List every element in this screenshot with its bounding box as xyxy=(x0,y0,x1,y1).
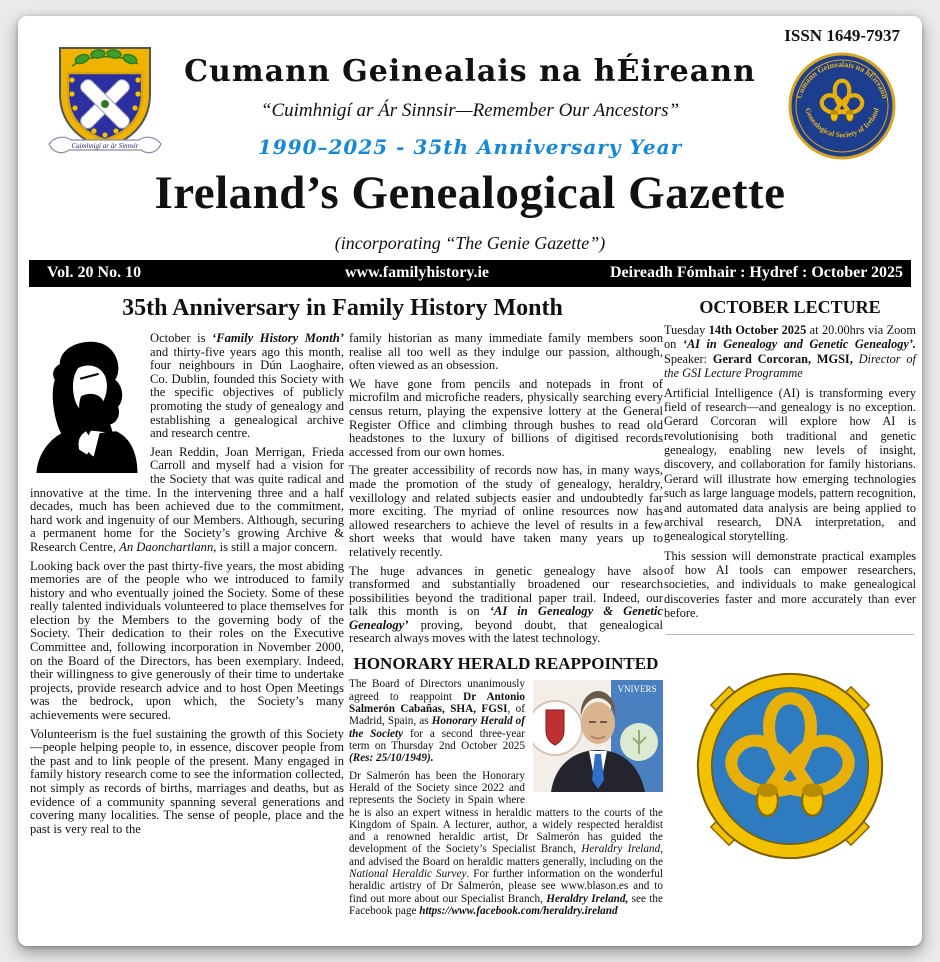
text-segment: October is xyxy=(150,331,212,345)
society-name: Cumann Geinealais na hÉireann xyxy=(184,54,756,89)
logo-text-bottom: Genealogical Society of Ireland xyxy=(803,106,881,140)
paragraph xyxy=(30,728,344,837)
lecture-column xyxy=(664,297,916,878)
text-segment: This session will demonstrate practical examples of how AI tools can empower researchers, societies, and individuals to make genealogical discoveries faster and more accurately than ever before. xyxy=(664,548,916,621)
text-segment: Honorary Herald of the Society xyxy=(349,715,525,740)
dr-salmeron-photo xyxy=(533,680,663,792)
article-column-2 xyxy=(349,332,663,922)
facebook-link[interactable]: https://www.facebook.com/heraldry.ireland xyxy=(419,905,618,918)
text-segment: . For further information on the wonderful heraldic artistry of Dr Salmerón, please see xyxy=(349,868,663,893)
page-subtitle: (incorporating “The Genie Gazette”) xyxy=(334,233,606,253)
paragraph xyxy=(30,560,344,723)
newsletter-page xyxy=(18,16,922,946)
paragraph xyxy=(664,386,916,544)
text-segment: Heraldry Ireland xyxy=(581,843,661,856)
blason-link[interactable]: www.blason.es xyxy=(560,880,629,893)
paragraph xyxy=(349,332,663,373)
text-segment: The Board of Directors unanimously agreed to reappoint xyxy=(349,678,525,703)
text-segment: 14th October 2025 xyxy=(708,323,807,338)
text-segment: Tuesday xyxy=(664,323,709,338)
main-headline: 35th Anniversary in Family History Month xyxy=(122,295,563,321)
honorary-herald-badge-icon xyxy=(681,657,899,875)
text-segment: for a second three-year term on Thursday 2nd October 2025 xyxy=(349,727,525,752)
founder-portrait-image xyxy=(30,335,140,473)
text-segment: We have gone from pencils and notepads in front of microfilm and microfiche readers, physically searching every census return, playing the expensive lottery at the General Register Office and climbing through bushes to read old headstones to the luxury of billions of digitised records accessed from our own homes. xyxy=(349,376,663,459)
society-motto: “Cuimhnigí ar Ár Sinnsir—Remember Our Ancestors” xyxy=(260,100,680,121)
text-segment: ‘AI in Genealogy and Genetic Genealogy’. xyxy=(682,337,916,352)
herald-badge-wrap xyxy=(664,657,916,878)
page-title: Ireland’s Genealogical Gazette xyxy=(154,167,786,219)
text-segment: at 20.00hrs via Zoom on xyxy=(664,323,916,352)
volume-number: Vol. 20 No. 10 xyxy=(47,264,142,281)
text-segment: Looking back over the past thirty-five years, the most abiding memories are of the people who we introduced to family history and who eventually joined the Society. Some of these really talented individuals volunteered to place themselves for election by the Members to the governing body of the Society. Their dedication to their roles on the Executive Committee and, following incorporation in November 2000, on the Board of the Directors, has been exemplary. Indeed, their willingness to give generously of their time to undertake projects, provide research advice and to host Open Meetings was the bedrock, upon which, the Society’s many achievements were secured. xyxy=(30,558,344,723)
text-segment: The greater accessibility of records now has, in many ways, made the promotion of the study of genealogy, heraldry, vexillology and related subjects easier and undoubtedly far more exciting. The myriad of online resources now has allowed researchers to achieve the level of results in a few short weeks that would have taken many years up to relatively recently. xyxy=(349,463,663,559)
text-segment: An Daonchartlann xyxy=(119,539,214,554)
text-segment: Volunteerism is the fuel sustaining the growth of this Society—people helping people to, in essence, discover people from the past and to link people of the present. Many engaged in family history research come to see the information collected, not simply as records of births, marriages and deaths, but as evidence of a community spanning several generations and covering many localities. The sense of people, place and the past is very real to the xyxy=(30,726,344,836)
text-segment: Dr Salmerón has been the Honorary Herald of the Society since 2022 and represents the Society in Spain where he is also an expert witness in heraldic matters to the courts of the Kingdom of Spain. A lecturer, author, a widely respected heraldist and a renowned heraldic artist, Dr Salmerón has guided the development of the Society’s Specialist Branch, xyxy=(349,769,663,856)
society-logo-icon xyxy=(788,52,896,160)
text-segment: Gerard Corcoran, MGSI, xyxy=(712,351,853,366)
crest-motto-text: Cuimhnigí ar ár Sinnsir xyxy=(71,142,139,150)
text-segment: (Res: 25/10/1949). xyxy=(349,752,434,765)
text-segment: National Heraldic Survey xyxy=(349,868,467,881)
text-segment: , and advised the Board on heraldic matters generally, including on the xyxy=(349,843,663,868)
text-segment: see the Facebook page xyxy=(349,892,663,918)
masthead xyxy=(168,54,772,159)
society-crest-icon xyxy=(44,42,176,168)
article-column-1 xyxy=(30,332,344,841)
text-segment: The huge advances in genetic genealogy have also transformed and substantially broadened our research possibilities beyond the traditional paper trail. Indeed, our talk this month is on xyxy=(349,563,663,619)
text-segment: Dr Antonio Salmerón Cabañas, SHA, FGSI xyxy=(349,690,525,716)
text-segment: ‘AI in Genealogy & Genetic Genealogy’ xyxy=(349,604,663,632)
text-segment: , of Madrid, Spain, as xyxy=(349,703,525,728)
text-segment: Heraldry Ireland, xyxy=(546,892,629,905)
issue-info-bar xyxy=(29,260,911,287)
logo-text-top: Cumann Geinealais na hÉireann xyxy=(794,59,890,100)
text-segment: family historian as many immediate family members soon realise all too well as they indulge our passion, although, often viewed as an obsession. xyxy=(349,331,663,373)
website-link[interactable]: www.familyhistory.ie xyxy=(345,264,489,281)
text-segment: and to find out more about our Specialist Branch, xyxy=(349,880,664,905)
herald-article-heading: HONORARY HERALD REAPPOINTED xyxy=(353,654,659,674)
issue-date: Deireadh Fómhair : Hydref : October 2025 xyxy=(610,264,903,281)
issn-number: ISSN 1649-7937 xyxy=(784,26,900,45)
paragraph xyxy=(664,549,916,621)
lecture-heading: OCTOBER LECTURE xyxy=(699,297,881,317)
text-segment: and thirty-five years ago this month, four neighbours in Dún Laoghaire, Co. Dublin, founded this Society with the specific objectives of publicly promoting the study of genealogy and establishing a genealogical archive and research centre. xyxy=(150,344,344,441)
text-segment: ‘Family History Month’ xyxy=(212,331,344,345)
section-divider xyxy=(666,634,914,635)
text-segment: Artificial Intelligence (AI) is transforming every field of research—and genealogy is no exception. Gerard Corcoran will explore how AI is revolutionising both traditional and genetic genealogy, enabling new levels of insight, discovery, and collaboration for family historians. Gerard will illustrate how emerging technologies such as large language models, pattern recognition, and automated data analysis are being applied to archival research, DNA interpretation, and genealogical storytelling. xyxy=(664,385,916,544)
text-segment: Director of the GSI Lecture Programme xyxy=(664,351,916,381)
text-segment: Speaker: xyxy=(664,351,713,366)
paragraph xyxy=(349,565,663,647)
herald-article-body xyxy=(349,678,663,917)
photo-banner-text: VNIVERS xyxy=(617,684,657,695)
text-segment: Jean Reddin, Joan Merrigan, Frieda Carroll and myself had a vision for the Society that was quite radical and innovative at the time. In the intervening three and a half decades, much has been achieved due to the commitment, hard work and ingenuity of our Members. Although, securing a permanent home for the Society’s growing Archive & Research Centre, xyxy=(30,444,344,554)
text-segment: proving, beyond doubt, that genealogical research always moves with the latest technology. xyxy=(349,617,663,646)
paragraph xyxy=(349,464,663,559)
paragraph xyxy=(349,378,663,460)
paragraph xyxy=(664,323,916,381)
text-segment: , is still a major concern. xyxy=(213,539,338,554)
anniversary-line: 1990–2025 - 35th Anniversary Year xyxy=(257,135,683,159)
